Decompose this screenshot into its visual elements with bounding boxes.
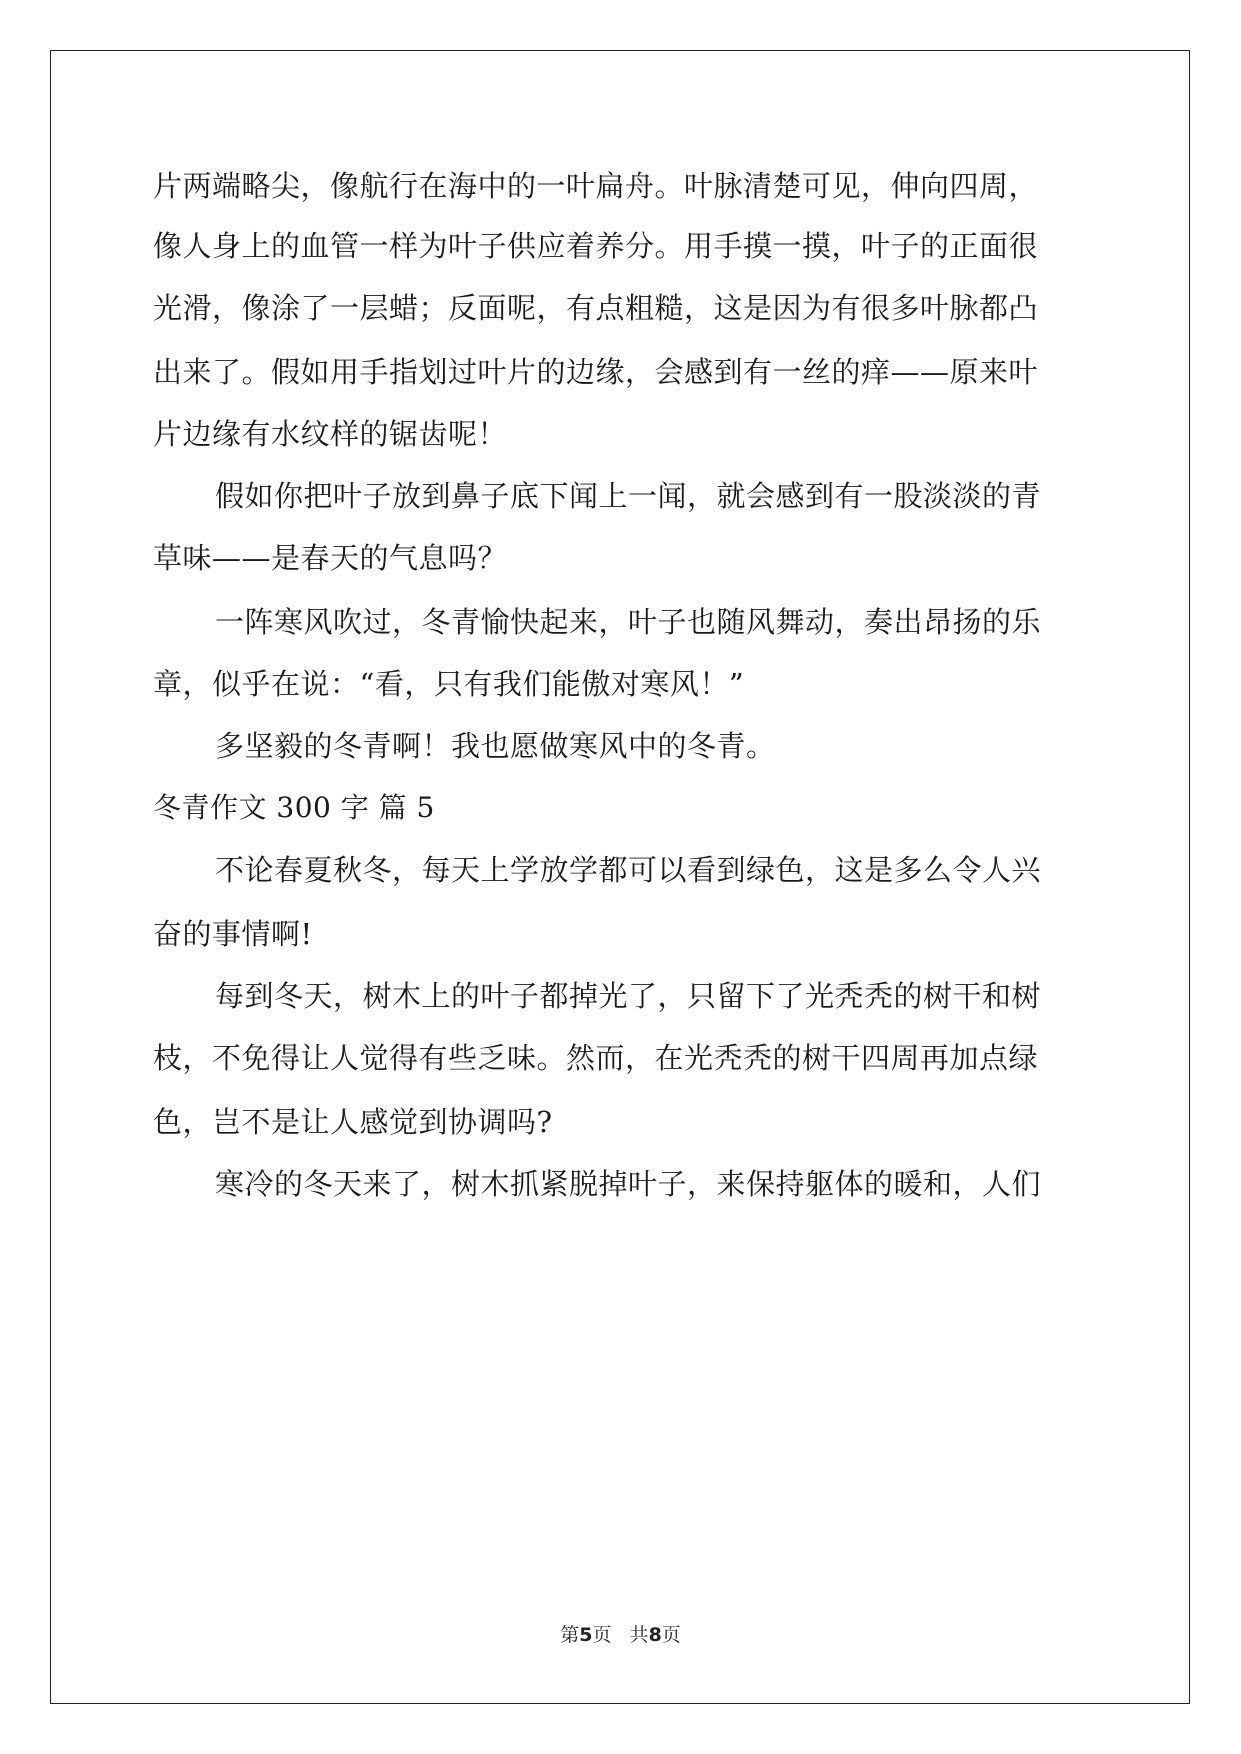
current-page-number: 5	[579, 1624, 593, 1646]
text-line: 每到冬天，树木上的叶子都掉光了，只留下了光秃秃的树干和树	[215, 979, 1042, 1013]
text-line: 出来了。假如用手指划过叶片的边缘，会感到有一丝的痒——原来叶	[153, 355, 1039, 389]
text-line: 一阵寒风吹过，冬青愉快起来，叶子也随风舞动，奏出昂扬的乐	[215, 605, 1042, 639]
text-line: 奋的事情啊!	[153, 917, 313, 951]
text-line: 不论春夏秋冬，每天上学放学都可以看到绿色，这是多么令人兴	[215, 853, 1042, 887]
text-line: 章，似乎在说：“看，只有我们能傲对寒风！”	[153, 667, 745, 701]
text-line: 假如你把叶子放到鼻子底下闻上一闻，就会感到有一股淡淡的青	[215, 479, 1042, 513]
text-line: 像人身上的血管一样为叶子供应着养分。用手摸一摸，叶子的正面很	[153, 229, 1039, 263]
text-line: 片边缘有水纹样的锯齿呢！	[153, 417, 508, 451]
text-line: 片两端略尖，像航行在海中的一叶扁舟。叶脉清楚可见，伸向四周，	[153, 169, 1039, 203]
footer-prefix: 第	[560, 1624, 580, 1646]
text-line: 色，岂不是让人感觉到协调吗?	[153, 1105, 553, 1139]
text-line: 光滑，像涂了一层蜡；反面呢，有点粗糙，这是因为有很多叶脉都凸	[153, 291, 1039, 325]
text-line: 枝，不免得让人觉得有些乏味。然而，在光秃秃的树干四周再加点绿	[153, 1041, 1039, 1075]
text-line: 多坚毅的冬青啊！我也愿做寒风中的冬青。	[215, 729, 776, 763]
total-pages-number: 8	[648, 1624, 662, 1646]
text-line: 寒冷的冬天来了，树木抓紧脱掉叶子，来保持躯体的暖和，人们	[215, 1167, 1042, 1201]
footer-suffix: 页	[661, 1624, 681, 1646]
footer-mid: 页 共	[592, 1624, 649, 1646]
text-line: 草味——是春天的气息吗？	[153, 541, 508, 575]
section-heading: 冬青作文 300 字 篇 5	[153, 791, 435, 824]
page-footer	[0, 1620, 1241, 1647]
